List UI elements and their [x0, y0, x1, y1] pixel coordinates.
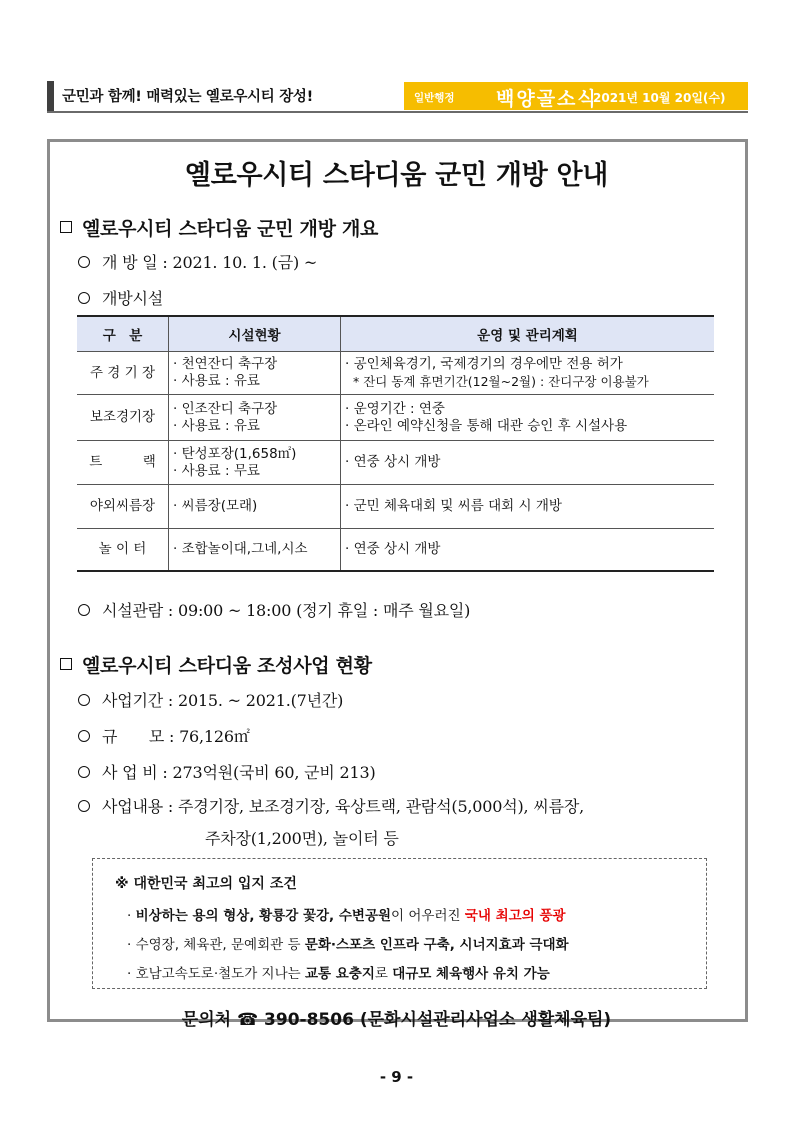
content-item-continued: 주차장(1,200면), 놀이터 등 — [205, 829, 399, 848]
note-line: · 수영장, 체육관, 문예회관 등 문화·스포츠 인프라 구축, 시너지효과 극대화 — [127, 937, 569, 953]
table-cell: 보조경기장 — [77, 395, 169, 441]
table-cell: · 공인체육경기, 국제경기의 경우에만 전용 허가 * 잔디 동계 휴면기간(12월~2월) : 잔디구장 이용불가 — [341, 352, 715, 395]
table-cell: · 연중 상시 개방 — [341, 441, 715, 485]
table-cell: · 인조잔디 축구장 · 사용료 : 유료 — [169, 395, 341, 441]
contact-info: 문의처 ☎ 390-8506 (문화시설관리사업소 생활체육팀) — [181, 1010, 612, 1030]
table-header: 운영 및 관리계획 — [341, 316, 715, 352]
table-cell: · 탄성포장(1,658㎡) · 사용료 : 무료 — [169, 441, 341, 485]
circle-bullet-icon — [78, 604, 90, 616]
section2-heading: 옐로우시티 스타디움 조성사업 현황 — [60, 651, 372, 678]
table-row — [77, 395, 714, 441]
location-note-box — [92, 858, 707, 989]
table-cell: · 씨름장(모래) — [169, 485, 341, 529]
header-accent-bar — [47, 81, 54, 111]
content-item: 사업내용 : 주경기장, 보조경기장, 육상트랙, 관람석(5,000석), 씨름장, — [78, 794, 584, 817]
table-cell: · 천연잔디 축구장 · 사용료 : 유료 — [169, 352, 341, 395]
table-cell: · 연중 상시 개방 — [341, 529, 715, 571]
cost-item: 사 업 비 : 273억원(국비 60, 군비 213) — [78, 760, 376, 783]
header-category: 일반행정 — [414, 92, 455, 104]
table-row — [77, 441, 714, 485]
period-item: 사업기간 : 2015. ~ 2021.(7년간) — [78, 688, 343, 711]
note-line: · 비상하는 용의 형상, 황룡강 꽃강, 수변공원이 어우러진 국내 최고의 풍광 — [127, 908, 566, 924]
header-date: 2021년 10월 20일(수) — [593, 91, 726, 105]
square-bullet-icon — [60, 658, 72, 670]
note-line: · 호남고속도로·철도가 지나는 교통 요충지로 대규모 체육행사 유치 가능 — [127, 966, 550, 982]
table-cell: · 군민 체육대회 및 씨름 대회 시 개방 — [341, 485, 715, 529]
table-cell: 주 경 기 장 — [77, 352, 169, 395]
facilities-item: 개방시설 — [78, 286, 163, 309]
facilities-table — [77, 315, 714, 572]
circle-bullet-icon — [78, 730, 90, 742]
table-row — [77, 529, 714, 571]
scale-item: 규 모 : 76,126㎡ — [78, 724, 250, 747]
table-row — [77, 352, 714, 395]
table-cell: 야외씨름장 — [77, 485, 169, 529]
header-slogan: 군민과 함께! 매력있는 옐로우시티 장성! — [62, 89, 313, 105]
circle-bullet-icon — [78, 800, 90, 812]
header-divider — [47, 111, 748, 113]
square-bullet-icon — [60, 221, 72, 233]
table-header-row — [77, 316, 714, 352]
page-title: 옐로우시티 스타디움 군민 개방 안내 — [184, 160, 609, 191]
table-cell: 트 랙 — [77, 441, 169, 485]
table-header: 구 분 — [77, 316, 169, 352]
circle-bullet-icon — [78, 694, 90, 706]
table-cell: 놀 이 터 — [77, 529, 169, 571]
section1-heading: 옐로우시티 스타디움 군민 개방 개요 — [60, 214, 378, 241]
note-heading: ※ 대한민국 최고의 입지 조건 — [115, 876, 297, 892]
circle-bullet-icon — [78, 292, 90, 304]
viewing-hours-item: 시설관람 : 09:00 ~ 18:00 (정기 휴일 : 매주 월요일) — [78, 598, 470, 621]
table-header: 시설현황 — [169, 316, 341, 352]
header-newsletter-name: 백양골소식 — [496, 88, 598, 110]
table-row — [77, 485, 714, 529]
circle-bullet-icon — [78, 256, 90, 268]
table-cell: · 조합놀이대,그네,시소 — [169, 529, 341, 571]
open-date-item: 개 방 일 : 2021. 10. 1. (금) ~ — [78, 250, 317, 273]
table-cell: · 운영기간 : 연중 · 온라인 예약신청을 통해 대관 승인 후 시설사용 — [341, 395, 715, 441]
circle-bullet-icon — [78, 766, 90, 778]
page-number: - 9 - — [379, 1068, 414, 1086]
header-badge — [404, 82, 748, 110]
